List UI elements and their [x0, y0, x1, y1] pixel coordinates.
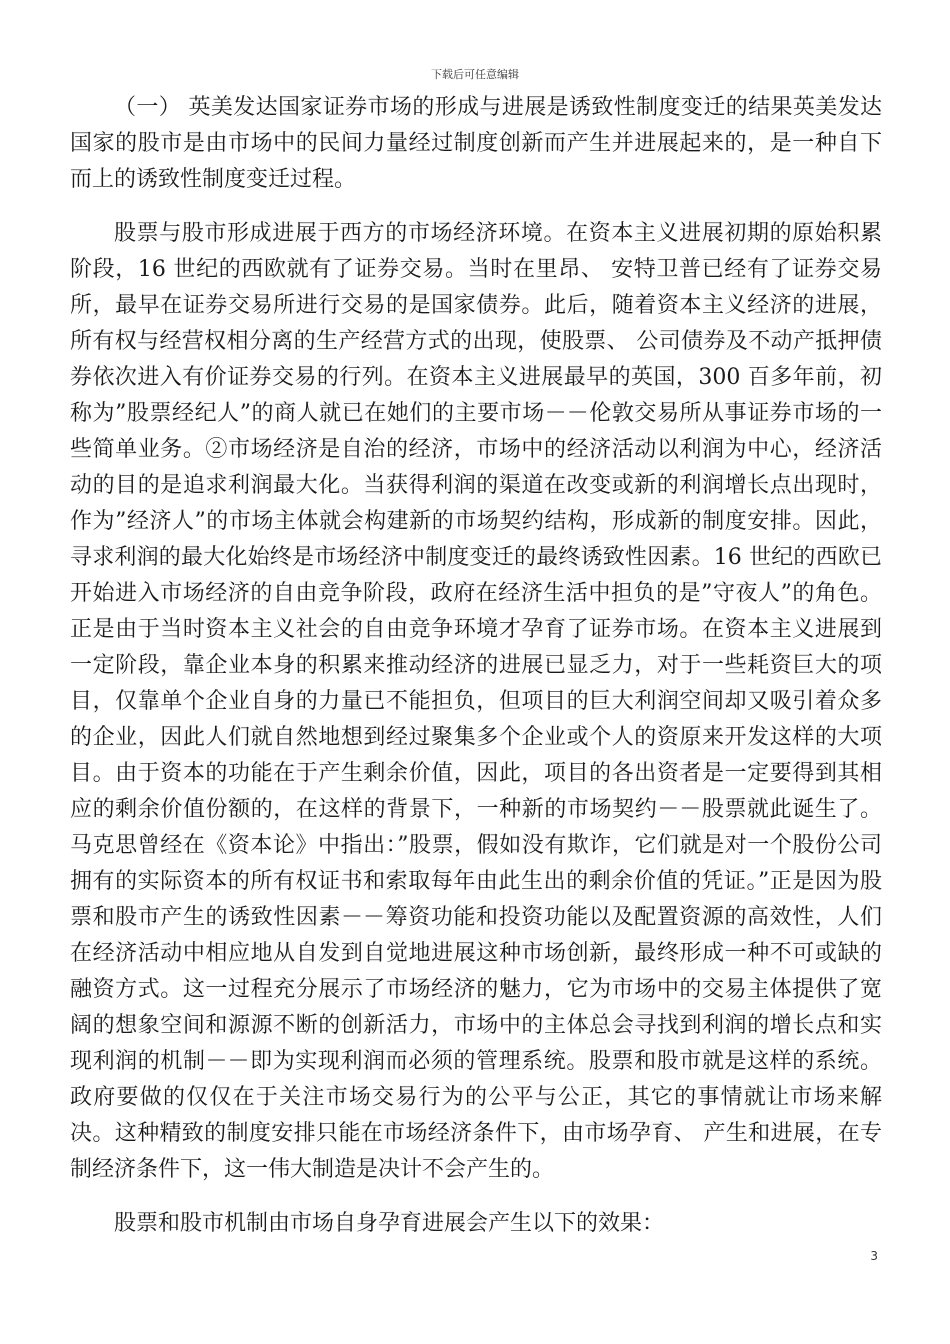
- document-body: [70, 90, 882, 1260]
- paragraph-main: 股票与股市形成进展于西方的市场经济环境。在资本主义进展初期的原始积累阶段，16 世纪的西欧就有了证券交易。当时在里昂、 安特卫普已经有了证券交易所，最早在证券交易所进行交易的是国家债券。此后，随着资本主义经济的进展，所有权与经营权相分离的生产经营方式的出现，使股票、 公司债券及不动产抵押债券依次进入有价证券交易的行列。在资本主义进展最早的英国，300 百多年前，初称为”股票经纪人”的商人就已在她们的主要市场－－伦敦交易所从事证券市场的一些简单业务。②市场经济是自治的经济，市场中的经济活动以利润为中心，经济活动的目的是追求利润最大化。当获得利润的渠道在改变或新的利润增长点出现时，作为”经济人”的市场主体就会构建新的市场契约结构，形成新的制度安排。因此，寻求利润的最大化始终是市场经济中制度变迁的最终诱致性因素。16 世纪的西欧已开始进入市场经济的自由竞争阶段，政府在经济生活中担负的是”守夜人”的角色。正是由于当时资本主义社会的自由竞争环境才孕育了证券市场。在资本主义进展到一定阶段，靠企业本身的积累来推动经济的进展已显乏力，对于一些耗资巨大的项目，仅靠单个企业自身的力量已不能担负，但项目的巨大利润空间却又吸引着众多的企业，因此人们就自然地想到经过聚集多个企业或个人的资原来开发这样的大项目。由于资本的功能在于产生剩余价值，因此，项目的各出资者是一定要得到其相应的剩余价值份额的，在这样的背景下，一种新的市场契约－－股票就此诞生了。马克思曾经在《资本论》中指出：”股票，假如没有欺诈，它们就是对一个股份公司拥有的实际资本的所有权证书和索取每年由此生出的剩余价值的凭证。”正是因为股票和股市产生的诱致性因素－－筹资功能和投资功能以及配置资源的高效性，人们在经济活动中相应地从自发到自觉地进展这种市场创新，最终形成一种不可或缺的融资方式。这一过程充分展示了市场经济的魅力，它为市场中的交易主体提供了宽阔的想象空间和源源不断的创新活力，市场中的主体总会寻找到利润的增长点和实现利润的机制－－即为实现利润而必须的管理系统。股票和股市就是这样的系统。政府要做的仅仅在于关注市场交易行为的公平与公正，其它的事情就让市场来解决。这种精致的制度安排只能在市场经济条件下，由市场孕育、 产生和进展，在专制经济条件下，这一伟大制造是决计不会产生的。: [70, 221, 882, 1182]
- page-header: 下载后可任意编辑: [431, 68, 519, 81]
- paragraph-intro: （一） 英美发达国家证券市场的形成与进展是诱致性制度变迁的结果英美发达国家的股市是由市场中的民间力量经过制度创新而产生并进展起来的，是一种自下而上的诱致性制度变迁过程。: [70, 95, 882, 192]
- paragraph-effects: 股票和股市机制由市场自身孕育进展会产生以下的效果：: [114, 1211, 665, 1236]
- page-number: 3: [870, 1249, 878, 1263]
